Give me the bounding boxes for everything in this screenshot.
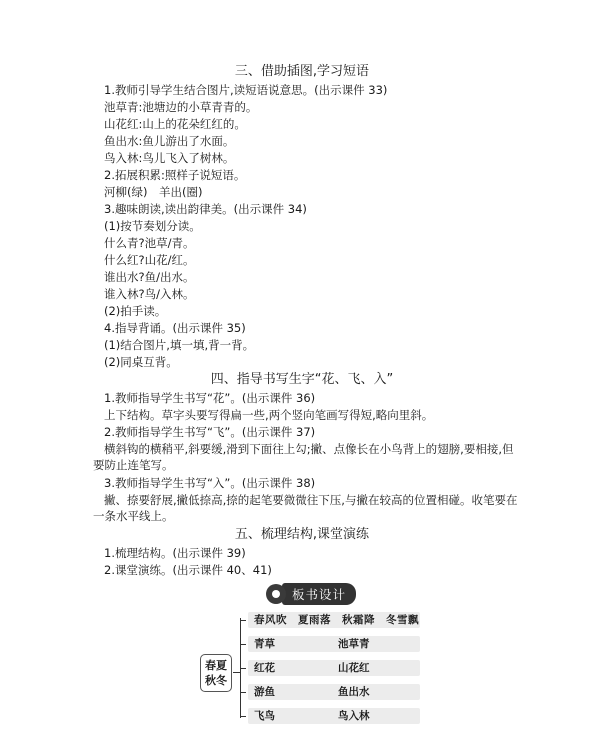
- board-row-seasons: [240, 610, 420, 630]
- paragraph-line: (1)结合图片,填一填,背一背。: [104, 338, 255, 352]
- paragraph-line: 1.梳理结构。(出示课件 39): [104, 546, 246, 560]
- seasons-label-line-2: 秋冬: [205, 674, 227, 687]
- board-row: [240, 706, 420, 726]
- section-heading-5: 五、梳理结构,课堂演练: [234, 527, 370, 542]
- board-word: 青草: [254, 638, 275, 650]
- paragraph-line: 1.教师引导学生结合图片,读短语说意思。(出示课件 33): [104, 83, 388, 97]
- board-word: 飞鸟: [254, 710, 275, 722]
- board-word: 游鱼: [254, 686, 275, 698]
- target-icon: [266, 584, 286, 604]
- paragraph-wrapped: 撇、捺要舒展,撇低捺高,捺的起笔要微微往下压,与撇在较高的位置相碰。收笔要在一条水平线上。: [93, 493, 518, 523]
- paragraph-line: 3.趣味朗读,读出韵律美。(出示课件 34): [104, 202, 307, 216]
- board-phrase: 鸟入林: [338, 710, 370, 722]
- paragraph-line: 1.教师指导学生书写“花”。(出示课件 36): [104, 391, 316, 405]
- board-phrase: 山花红: [338, 662, 370, 674]
- section-heading-4: 四、指导书写生字“花、飞、入”: [210, 372, 394, 387]
- paragraph-line: 3.教师指导学生书写“入”。(出示课件 38): [104, 476, 316, 490]
- board-design-diagram: [200, 610, 422, 728]
- paragraph-line: 什么红?山花/红。: [104, 253, 195, 267]
- paragraph-line: 2.教师指导学生书写“飞”。(出示课件 37): [104, 425, 316, 439]
- paragraph-wrapped: 横斜钩的横稍平,斜要缓,滑到下面往上勾;撇、点像长在小鸟背上的翅膀,要相接,但要防止连笔写。: [93, 442, 514, 472]
- board-row: [240, 658, 420, 678]
- paragraph-line: 河柳(绿) 羊出(圈): [104, 185, 203, 199]
- board-row: [240, 634, 420, 654]
- seasons-label-line-1: 春夏: [205, 659, 227, 672]
- board-design-title: [266, 583, 356, 605]
- paragraph-line: 谁出水?鱼/出水。: [104, 270, 195, 284]
- paragraph-line: 谁入林?鸟/入林。: [104, 287, 195, 301]
- paragraph-line: (2)同桌互背。: [104, 355, 178, 369]
- paragraph-line: (1)按节奏划分读。: [104, 219, 201, 233]
- board-phrase: 鱼出水: [338, 686, 370, 698]
- section-heading-3: 三、借助插图,学习短语: [234, 64, 370, 79]
- paragraph-line: 鸟入林:鸟儿飞入了树林。: [104, 151, 235, 165]
- paragraph-line: 2.拓展积累:照样子说短语。: [104, 168, 246, 182]
- paragraph-line: 2.课堂演练。(出示课件 40、41): [104, 563, 272, 577]
- paragraph-line: 4.指导背诵。(出示课件 35): [104, 321, 246, 335]
- board-row: [240, 682, 420, 702]
- paragraph-line: (2)拍手读。: [104, 304, 167, 318]
- seasons-phrases: 春风吹 夏雨落 秋霜降 冬雪飘: [254, 614, 419, 626]
- board-phrase: 池草青: [338, 638, 370, 650]
- paragraph-line: 山花红:山上的花朵红红的。: [104, 117, 246, 131]
- board-title-label: 板书设计: [282, 583, 356, 605]
- board-word: 红花: [254, 662, 275, 674]
- paragraph-line: 鱼出水:鱼儿游出了水面。: [104, 134, 235, 148]
- seasons-label: [200, 654, 232, 692]
- paragraph-line: 池草青:池塘边的小草青青的。: [104, 100, 258, 114]
- paragraph-line: 什么青?池草/青。: [104, 236, 195, 250]
- paragraph-line: 上下结构。草字头要写得扁一些,两个竖向笔画写得短,略向里斜。: [104, 408, 434, 422]
